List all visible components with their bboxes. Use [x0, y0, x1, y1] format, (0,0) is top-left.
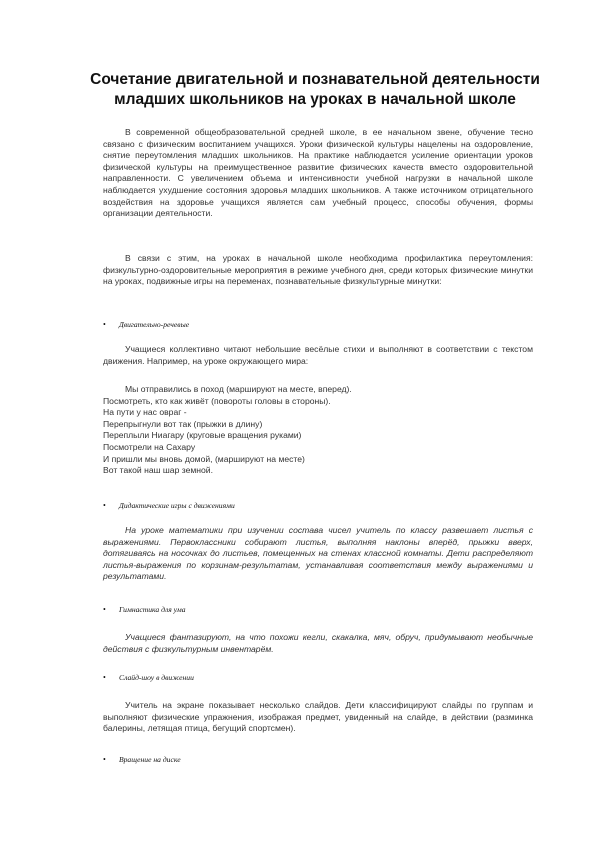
bullet-label: Дидактические игры с движениями	[119, 501, 235, 510]
paragraph-imagination: Учащиеся фантазируют, на что похожи кегли, скакалка, мяч, обруч, придумывают необычные действия с физкультурным инвентарём.	[103, 632, 533, 654]
verse-line: И пришли мы вновь домой, (маршируют на месте)	[103, 453, 305, 464]
bullet-icon: •	[103, 605, 106, 614]
bullet-icon: •	[103, 501, 106, 510]
verse-line: Посмотреть, кто как живёт (повороты головы в стороны).	[103, 395, 331, 406]
paragraph-slides: Учитель на экране показывает несколько слайдов. Дети классифицируют слайды по группам и выполняют физические упражнения, изображая предмет, увиденный на слайде, в действии (разминка балерины, летящая птица, бегущий спортсмен).	[103, 700, 533, 734]
verse-line: Переплыли Ниагару (круговые вращения руками)	[103, 430, 302, 441]
bullet-label: Двигательно-речевые	[119, 320, 190, 329]
verse-line: Перепрыгнули вот так (прыжки в длину)	[103, 418, 263, 429]
verse-line: Мы отправились в поход (маршируют на месте, вперед).	[125, 384, 352, 394]
verse-line: На пути у нас овраг -	[103, 407, 187, 418]
document-title	[70, 70, 560, 110]
title-line-1: Сочетание двигательной и познавательной деятельности	[90, 71, 540, 88]
bullet-icon: •	[103, 320, 106, 329]
bullet-label: Гимнастика для ума	[119, 605, 186, 614]
verse-line: Вот такой наш шар земной.	[103, 465, 213, 476]
paragraph-intro: В современной общеобразовательной средней школе, в ее начальном звене, обучение тесно связано с физическим воспитанием учащихся. Уроки физической культуры нацелены на оздоровление, снятие переутомления младших школьников. На практике наблюдается усиление ориентации уроков физической культуры на преимущественное развитие физических качеств вместо оздоровительной направленности. С увеличением объема и интенсивности учебной нагрузки в начальной школе наблюдается ухудшение состояния здоровья младших школьников. А также источником отрицательного воздействия на здоровье учащихся является сам учебный процесс, способы обучения, формы организации деятельности.	[103, 127, 533, 219]
paragraph-math-lesson: На уроке математики при изучении состава чисел учитель по классу развешает листья с выражениями. Первоклассники собирают листья, выполняя наклоны вперёд, прыжки вверх, дотягиваясь на носочках до листьев, помещенных на стенах классной комнаты. Дети распределяют листья-выражения по корзинам-результатам, устанавливая соответствия между выражениями и результатами.	[103, 525, 533, 582]
title-line-2: младших школьников на уроках в начальной школе	[114, 91, 516, 108]
verse-line: Посмотрели на Сахару	[103, 441, 196, 452]
paragraph-prevention: В связи с этим, на уроках в начальной школе необходима профилактика переутомления: физкультурно-оздоровительные мероприятия в режиме учебного дня, среди которых физические минутки на уроках, подвижные игры на переменах, познавательные физкультурные минутки:	[103, 253, 533, 287]
paragraph-verses-intro: Учащиеся коллективно читают небольшие весёлые стихи и выполняют в соответствии с текстом движения. Например, на уроке окружающего мира:	[103, 344, 533, 366]
bullet-icon: •	[103, 755, 106, 764]
bullet-icon: •	[103, 673, 106, 682]
bullet-label: Слайд-шоу в движении	[119, 673, 194, 682]
verse-block	[103, 384, 533, 477]
bullet-label: Вращение на диске	[119, 755, 181, 764]
